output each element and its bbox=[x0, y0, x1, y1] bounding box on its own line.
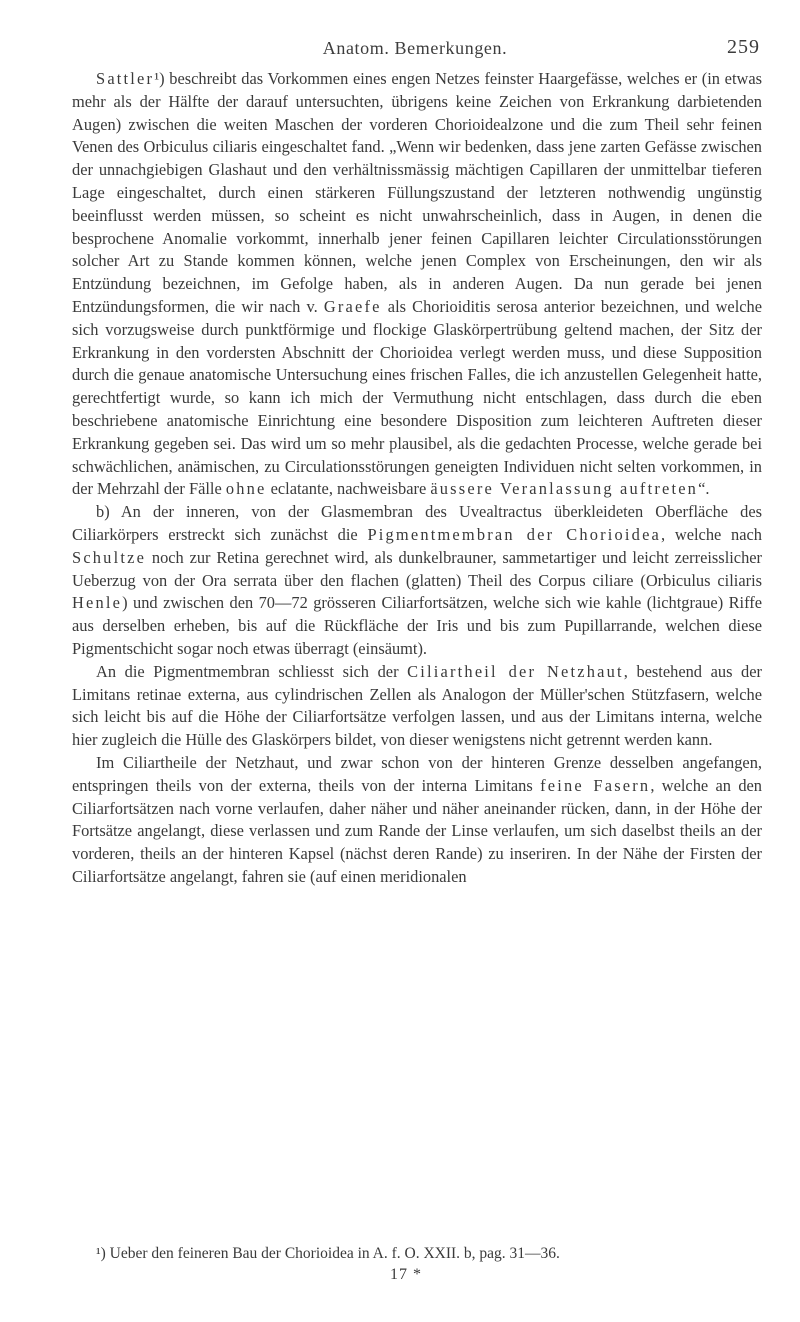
paragraph-text: , welche an den Ciliarfortsätzen nach vorne verlaufen, daher näher und näher aneinander rücken, dann, in der Höhe der Fortsätze angelangt, diese verlassen und zum Rande der Linse verlaufen, um sich daselbst theils an der vorderen, theils an der hinteren Kapsel (nächst deren Rande) zu inseriren. In der Nähe der Firsten der Ciliarfortsätze angelangt, fahren sie (auf einen meridionalen bbox=[72, 775, 762, 886]
page-number: 259 bbox=[727, 36, 760, 58]
emphasis-text: ohne bbox=[225, 479, 267, 499]
paragraph-ciliartheil bbox=[72, 661, 762, 752]
emphasis-text: feine Fasern bbox=[540, 775, 651, 795]
paragraph-text: An die Pigmentmembran schliesst sich der bbox=[96, 661, 408, 681]
paragraph-text: b) An der inneren, von der Glasmembran des Uvealtractus überkleideten Oberfläche des Ciliarkörpers erstreckt sich zunächst die bbox=[72, 502, 762, 544]
footnote-marker: ¹) bbox=[154, 69, 165, 88]
paragraph-text: noch zur Retina gerechnet wird, als dunkelbrauner, sammetartiger und leicht zerreisslicher Ueberzug von der Ora serrata über den flachen (glatten) Theil des Corpus ciliare (Orbiculus ciliaris bbox=[72, 547, 762, 590]
emphasis-text: äussere Veranlassung auftreten bbox=[430, 479, 699, 499]
page-header bbox=[70, 38, 760, 68]
paragraph-text: “. bbox=[698, 479, 710, 499]
paragraph-sattler bbox=[72, 68, 762, 501]
paragraph-pigmentmembran bbox=[72, 501, 762, 661]
footnote: ¹) Ueber den feineren Bau der Chorioidea in A. f. O. XXII. b, pag. 31—36. bbox=[96, 1245, 560, 1262]
paragraph-text: , bestehend aus der Limitans retinae externa, aus cylindrischen Zellen als Analogon der Müller'schen Stützfasern, welche sich leicht bis auf die Höhe der Ciliarfortsätze verfolgen lassen, und aus der Limitans interna, welche hier zugleich die Hülle des Glaskörpers bildet, von dieser wenigstens nicht getrennt werden kann. bbox=[72, 661, 762, 750]
paragraph-text: ) und zwischen den 70—72 grösseren Ciliarfortsätzen, welche sich wie kahle (lichtgraue) Riffe aus derselben erheben, bis auf die Rückfläche der Iris und bis zum Pupillarrande, welchen diese Pigmentschicht sogar noch etwas überragt (einsäumt). bbox=[72, 593, 762, 658]
author-name: Henle bbox=[72, 593, 123, 613]
paragraph-text: , welche nach bbox=[661, 524, 762, 544]
paragraph-text: beschreibt das Vorkommen eines engen Netzes feinster Haargefässe, welches er (in etwas mehr als der Hälfte der darauf untersuchten, übrigens keine Zeichen von Erkrankung darbietenden Augen) zwischen die weiten Maschen der vorderen Chorioidealzone und die zum Theil sehr feinen Venen des Orbiculus ciliaris eingeschaltet fand. „Wenn wir bedenken, dass jene zarten Gefässe zwischen der unnachgiebigen Glashaut und den verhältnissmässig mächtigen Capillaren der unmittelbar tieferen Lage eingeschaltet, durch einen stärkeren Füllungszustand der letzteren nothwendig ungünstig beeinflusst werden müssen, so scheint es nicht unwahrscheinlich, dass in Augen, in denen die besprochene Anomalie vorkommt, innerhalb jener feinen Capillaren leichter Circulationsstörungen solcher Art zu Stande kommen können, welche jenen Complex von Erscheinungen, den wir als Entzündung bezeichnen, im Gefolge haben, als in anderen Augen. Da nun gerade bei jenen Entzündungsformen, die wir nach v. bbox=[72, 69, 762, 316]
signature-mark: 17 * bbox=[390, 1266, 422, 1283]
emphasis-text: Ciliartheil der Netzhaut bbox=[407, 661, 624, 681]
paragraph-text: eclatante, nachweisbare bbox=[266, 479, 431, 499]
running-head: Anatom. Bemerkungen. bbox=[322, 38, 508, 58]
author-name: Schultze bbox=[72, 547, 147, 567]
emphasis-text: Pigmentmembran der Chorioidea bbox=[367, 524, 662, 544]
paragraph-text: als Chorioiditis serosa anterior bezeichnen, und welche sich vorzugsweise durch punktförmige und flockige Glaskörpertrübung geltend machen, der Sitz der Erkrankung in den vordersten Abschnitt der Chorioidea verlegt werden muss, und diese Supposition durch die genaue anatomische Untersuchung eines frischen Falles, die ich anzustellen Gelegenheit hatte, gerechtfertigt wurde, so kann ich mich der Vermuthung nicht entschlagen, dass durch die eben beschriebene anatomische Einrichtung eine besondere Disposition zum leichteren Auftreten dieser Erkrankung gegeben sei. Das wird um so mehr plausibel, als die gedachten Processe, welche gerade bei schwächlichen, anämischen, zu Circulationsstörungen geneigten Individuen nicht selten vorkommen, in der Mehrzahl der Fälle bbox=[72, 296, 763, 499]
paragraph-text: Im Ciliartheile der Netzhaut, und zwar schon von der hinteren Grenze desselben angefangen, entspringen theils von der externa, theils von der interna Limitans bbox=[72, 752, 762, 795]
author-name: Sattler bbox=[96, 69, 155, 88]
author-name: Graefe bbox=[323, 296, 382, 316]
body-text bbox=[72, 68, 762, 889]
paragraph-fasern bbox=[72, 752, 762, 889]
